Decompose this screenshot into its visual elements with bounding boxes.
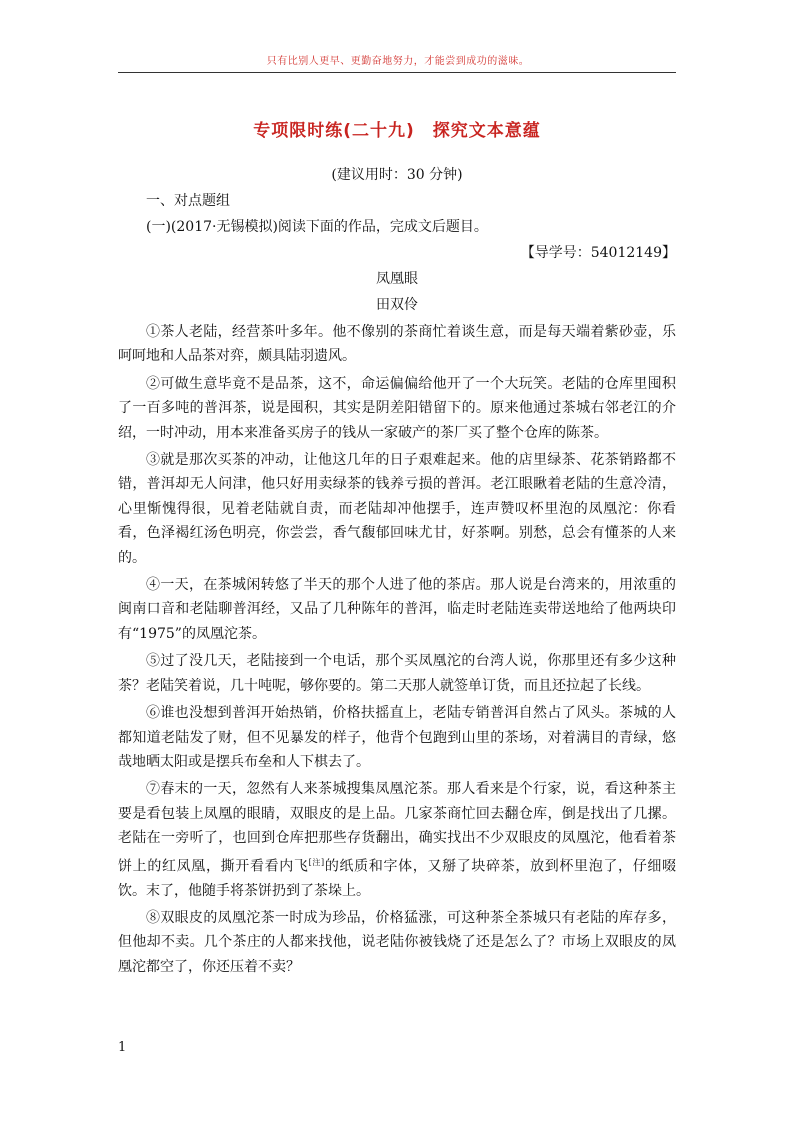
story-title: 凤凰眼 bbox=[376, 271, 418, 287]
story-paragraph-7 bbox=[118, 777, 676, 903]
story-paragraph-1: ①茶人老陆，经营茶叶多年。他不像别的茶商忙着谈生意，而是每天端着紫砂壶，乐呵呵地和人品茶对弈，颇具陆羽遗风。 bbox=[118, 324, 676, 365]
header-divider bbox=[118, 72, 676, 73]
footnote-mark: [注] bbox=[308, 857, 325, 867]
header-motto: 只有比别人更早、更勤奋地努力，才能尝到成功的滋味。 bbox=[266, 56, 530, 67]
question-intro: (一)(2017·无锡模拟)阅读下面的作品，完成文后题目。 bbox=[146, 219, 488, 235]
guide-number: 【导学号：54012149】 bbox=[520, 245, 676, 261]
story-paragraph-6: ⑥谁也没想到普洱开始热销，价格扶摇直上，老陆专销普洱自然占了风头。茶城的人都知道老陆发了财，但不见暴发的样子，他背个包跑到山里的茶场，对着满目的青绿，悠哉地晒太阳或是摆兵布垒和人下棋去了。 bbox=[118, 705, 676, 770]
story-author: 田双伶 bbox=[376, 297, 418, 313]
story-paragraph-3: ③就是那次买茶的冲动，让他这几年的日子艰难起来。他的店里绿茶、花茶销路都不错，普洱却无人问津，他只好用卖绿茶的钱养亏损的普洱。老江眼瞅着老陆的生意冷清，心里惭愧得很，见着老陆就自责，而老陆却冲他摆手，连声赞叹杯里泡的凤凰沱：你看看，色泽褐红汤色明亮，你尝尝，香气馥郁回味尤甘，好茶啊。别愁，总会有懂茶的人来的。 bbox=[118, 452, 676, 566]
page-title: 专项限时练(二十九) 探究文本意蕴 bbox=[253, 121, 541, 141]
story-paragraph-5: ⑤过了没几天，老陆接到一个电话，那个买凤凰沱的台湾人说，你那里还有多少这种茶？老陆笑着说，几十吨呢，够你要的。第二天那人就签单订货，而且还拉起了长线。 bbox=[118, 653, 676, 694]
story-paragraph-4: ④一天，在茶城闲转悠了半天的那个人进了他的茶店。那人说是台湾来的，用浓重的闽南口音和老陆聊普洱经，又品了几种陈年的普洱，临走时老陆连卖带送地给了他两块印有“1975”的凤凰沱茶。 bbox=[118, 577, 676, 642]
story-paragraph-7-part-2: 的纸质和字体，又掰了块碎茶，放到杯里泡了，仔细啜饮。末了，他随手将茶饼扔到了茶垛上。 bbox=[118, 858, 677, 899]
story-paragraph-2: ②可做生意毕竟不是品茶，这不，命运偏偏给他开了一个大玩笑。老陆的仓库里囤积了一百多吨的普洱茶，说是囤积，其实是阴差阳错留下的。原来他通过茶城右邻老江的介绍，一时冲动，用本来准备买房子的钱从一家破产的茶厂买了整个仓库的陈茶。 bbox=[118, 375, 676, 441]
story-paragraph-8: ⑧双眼皮的凤凰沱茶一时成为珍品，价格猛涨，可这种茶全茶城只有老陆的库存多，但他却不卖。几个茶庄的人都来找他，说老陆你被钱烧了还是怎么了？市场上双眼皮的凤凰沱都空了，你还压着不卖？ bbox=[118, 910, 676, 975]
time-suggestion: (建议用时：30 分钟) bbox=[331, 167, 463, 183]
document-body bbox=[118, 164, 676, 979]
story-paragraph-7-part-1: ⑦春末的一天，忽然有人来茶城搜集凤凰沱茶。那人看来是个行家，说，看这种茶主要是看包装上凤凰的眼睛，双眼皮的是上品。几家茶商忙回去翻仓库，倒是找出了几摞。老陆在一旁听了，也回到仓库把那些存货翻出，确实找出不少双眼皮的凤凰沱，他看着茶饼上的红凤凰，撕开看看内飞 bbox=[118, 781, 676, 875]
section-heading: 一、对点题组 bbox=[146, 193, 230, 209]
page-number: 1 bbox=[118, 1040, 127, 1055]
